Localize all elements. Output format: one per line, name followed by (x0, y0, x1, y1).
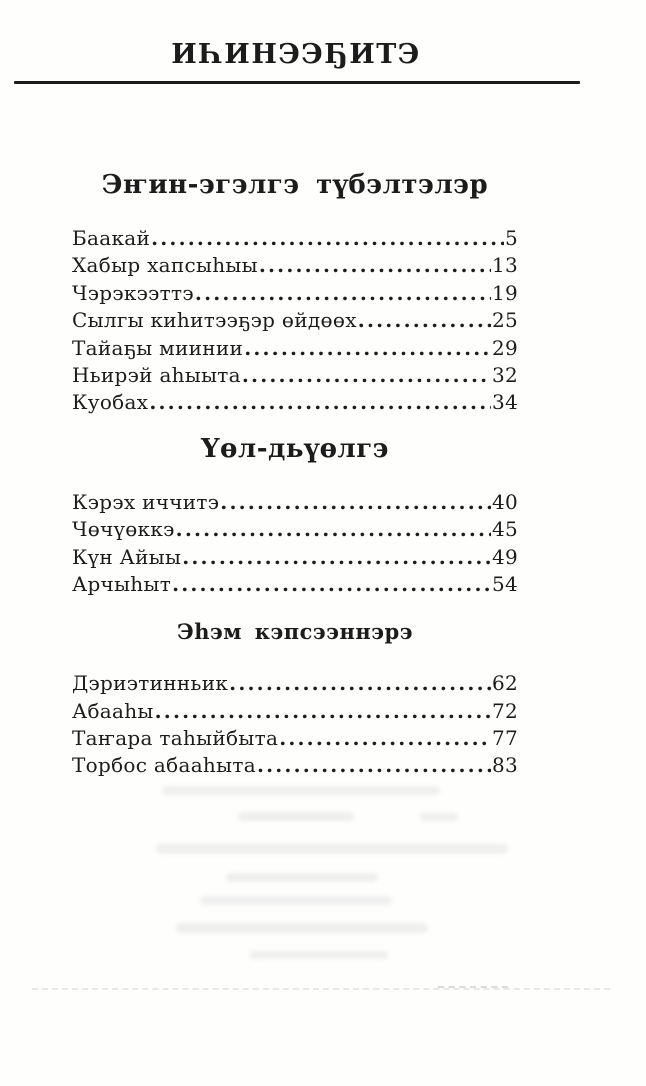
dot-leader (229, 671, 491, 695)
toc-entry-page-number: 34 (491, 390, 518, 415)
showthrough-smudge (156, 844, 508, 854)
dot-leader (172, 572, 491, 596)
toc-entry-page-number: 5 (504, 226, 518, 250)
toc-entry-title: Баакай (72, 226, 151, 250)
toc-entry (72, 390, 518, 417)
toc-entry-page-number: 45 (491, 517, 518, 542)
toc-entry (72, 281, 518, 308)
toc-entry (72, 336, 518, 363)
showthrough-smudge (238, 812, 354, 821)
toc-entry-title: Чэрэкээттэ (72, 280, 194, 305)
toc-entry (72, 517, 518, 544)
showthrough-smudge (250, 951, 388, 959)
table-of-contents (72, 170, 518, 781)
toc-entry-title: Арчыһыт (72, 571, 172, 596)
dot-leader (242, 363, 491, 387)
toc-entry-list (72, 226, 518, 418)
toc-entry (72, 753, 518, 780)
toc-entry-title: Кэрэх иччитэ (72, 489, 220, 514)
toc-entry (72, 253, 518, 280)
toc-entry-page-number: 77 (491, 726, 518, 751)
toc-entry-page-number: 19 (491, 280, 518, 305)
bottom-fold-line-segment (438, 986, 508, 988)
toc-entry (72, 671, 518, 698)
toc-entry-page-number: 40 (491, 489, 518, 514)
toc-entry-title: Торбос абааһыта (72, 753, 256, 778)
section-heading: Эһэм кэпсээннэрэ (177, 619, 413, 645)
toc-entry (72, 572, 518, 599)
toc-entry-page-number: 72 (491, 698, 518, 723)
toc-entry (72, 363, 518, 390)
toc-entry (72, 490, 518, 517)
toc-entry (72, 726, 518, 753)
dot-leader (155, 699, 491, 723)
dot-leader (182, 545, 491, 569)
toc-entry-title: Абааһы (72, 698, 154, 723)
toc-entry-page-number: 25 (491, 308, 518, 333)
section-heading: Үөл-дьүөлгэ (200, 433, 390, 464)
toc-entry-title: Сылгы киһитээҕэр өйдөөх (72, 308, 357, 333)
toc-entry-title: Дэриэтинньик (72, 671, 229, 696)
showthrough-smudge (226, 873, 378, 882)
toc-entry (72, 699, 518, 726)
dot-leader (257, 753, 491, 777)
toc-entry (72, 308, 518, 335)
dot-leader (149, 390, 491, 414)
toc-entry-page-number: 83 (491, 753, 518, 778)
toc-entry-title: Ньирэй аһыыта (72, 362, 241, 387)
toc-entry (72, 226, 518, 253)
toc-entry-title: Хабыр хапсыһыы (72, 253, 258, 278)
header-rule (14, 81, 580, 84)
toc-section (72, 434, 518, 600)
toc-entry-page-number: 32 (491, 362, 518, 387)
toc-entry-page-number: 49 (491, 544, 518, 569)
toc-entry (72, 545, 518, 572)
toc-entry-page-number: 13 (491, 253, 518, 278)
showthrough-smudge (420, 813, 458, 821)
bottom-fold-line (32, 988, 610, 990)
dot-leader (195, 281, 491, 305)
toc-entry-title: Чөчүөккэ (72, 517, 175, 542)
showthrough-smudge (162, 786, 440, 795)
section-heading: Эҥин-эгэлгэ түбэлтэлэр (101, 170, 489, 200)
toc-entry-list (72, 490, 518, 600)
toc-entry-page-number: 62 (491, 671, 518, 696)
toc-entry-title: Куобах (72, 390, 149, 415)
toc-entry-page-number: 29 (491, 335, 518, 360)
page-title: ИҺИНЭЭҔИТЭ (171, 39, 421, 70)
toc-entry-title: Таҥара таһыйбыта (72, 726, 279, 751)
showthrough-smudge (176, 923, 428, 933)
dot-leader (176, 517, 491, 541)
toc-entry-title: Күн Айыы (72, 544, 182, 569)
dot-leader (279, 726, 491, 750)
toc-section (72, 170, 518, 418)
dot-leader (358, 308, 491, 332)
dot-leader (259, 253, 491, 277)
toc-entry-page-number: 54 (491, 571, 518, 596)
toc-entry-list (72, 671, 518, 781)
dot-leader (151, 226, 504, 250)
toc-section (72, 619, 518, 781)
dot-leader (220, 490, 491, 514)
dot-leader (244, 336, 491, 360)
toc-entry-title: Тайаҕы миинии (72, 335, 244, 360)
showthrough-smudge (200, 896, 392, 905)
